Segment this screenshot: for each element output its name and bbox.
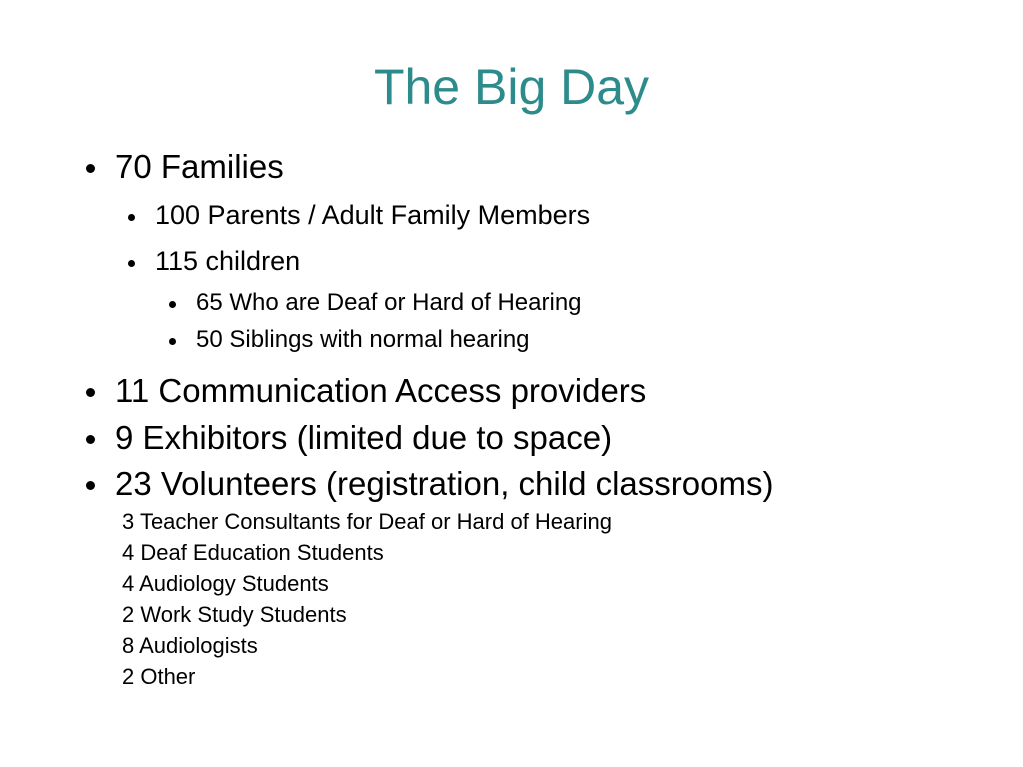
bullet-dot (86, 481, 95, 490)
bullet-dot (128, 214, 135, 221)
bullet-children (155, 248, 300, 275)
bullet-dot (128, 260, 135, 267)
bullet-parents (155, 202, 590, 229)
slide-title: The Big Day (373, 59, 650, 115)
bullet-text: 100 Parents / Adult Family Members (155, 200, 591, 230)
volunteer-line-audiologists: 8 Audiologists (122, 633, 258, 658)
bullet-dot (86, 435, 95, 444)
bullet-dot (86, 164, 95, 173)
volunteer-line-work-study: 2 Work Study Students (122, 602, 347, 627)
bullet-dot (169, 301, 176, 308)
bullet-text: 115 children (155, 246, 301, 276)
bullet-deaf-children (196, 291, 582, 315)
volunteer-line-teacher-consultants: 3 Teacher Consultants for Deaf or Hard of Hearing (122, 509, 612, 534)
bullet-text: 11 Communication Access providers (115, 372, 647, 409)
bullet-siblings (196, 328, 530, 352)
bullet-text: 9 Exhibitors (limited due to space) (115, 419, 613, 456)
bullet-families (115, 150, 284, 183)
volunteer-line-other: 2 Other (122, 664, 196, 689)
bullet-exhibitors (115, 421, 612, 454)
volunteer-line-deaf-education: 4 Deaf Education Students (122, 540, 384, 565)
bullet-text: 70 Families (115, 148, 284, 185)
bullet-providers (115, 374, 646, 407)
bullet-dot (86, 388, 95, 397)
bullet-text: 23 Volunteers (registration, child classrooms) (115, 465, 774, 502)
volunteer-line-audiology-students: 4 Audiology Students (122, 571, 329, 596)
bullet-volunteers (115, 467, 773, 500)
bullet-dot (169, 338, 176, 345)
bullet-text: 65 Who are Deaf or Hard of Hearing (196, 289, 582, 316)
bullet-text: 50 Siblings with normal hearing (196, 326, 530, 353)
